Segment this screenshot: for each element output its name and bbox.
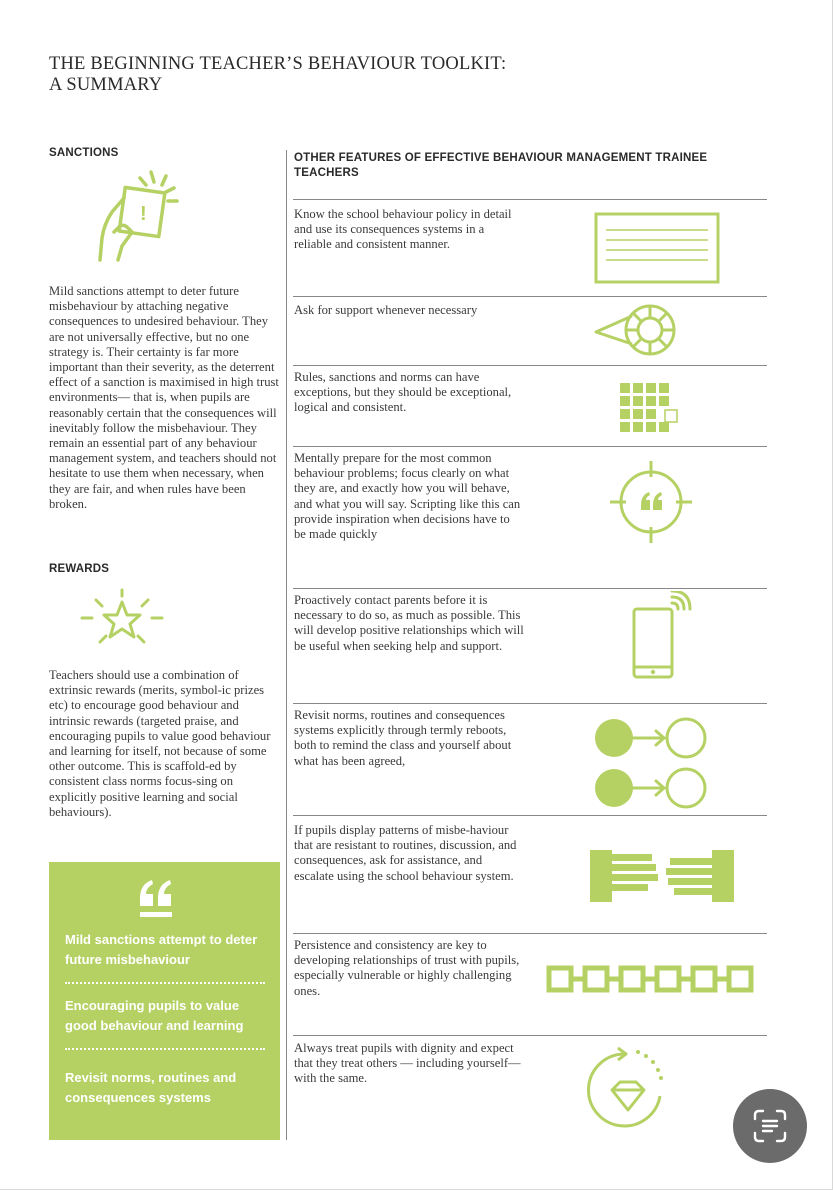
title-line-2: A SUMMARY [49,75,163,95]
phone-icon [628,591,692,681]
star-icon [78,588,166,652]
diamond-icon [584,1042,668,1140]
grid-icon [620,383,680,435]
scan-text-icon [753,1109,787,1143]
sanctions-text: Mild sanctions attempt to deter future misbehaviour by attaching negative consequences to undesired behaviour. They are not universally effective, but no one strategy is. Their certainty is far more important than their severity, as the deterrent effect of a sanction is maximised in high trust environments— that is, when pupils are reasonably certain that the consequences will inevitably follow the misbehaviour. They remain an essential part of any behaviour management system, and teachers should not hesitate to use them when necessary, when they are fair, and when rules have been broken. [49,284,279,511]
feature-row-4: Mentally prepare for the most common behaviour problems; focus clearly on what they are, and exactly how you will behave, and what you will say. Scripting like this can provide inspiration when decisions have to be made quickly [294,451,521,542]
feature-row-3: Rules, sanctions and norms can have exceptions, but they should be exceptional, logical and consistent. [294,370,512,415]
feature-row-1: Know the school behaviour policy in detail and use its consequences systems in a reliable and consistent manner. [294,207,512,252]
sanctions-heading: SANCTIONS [49,147,119,159]
row-divider [293,1035,767,1036]
lifebuoy-icon [594,298,684,362]
row-divider [293,588,767,589]
svg-text:!: ! [140,203,147,225]
quote-mark-icon [136,878,176,920]
rewards-heading: REWARDS [49,563,110,575]
row-divider [293,199,767,200]
quote-divider [65,1048,265,1050]
row-divider [293,296,767,297]
chain-icon [546,964,758,994]
hand-card-icon [88,168,188,268]
feature-row-7: If pupils display patterns of misbe-haviour that are resistant to routines, discussion, and consequences, ask for assistance, and escalate using the school behaviour system. [294,823,517,883]
feature-row-9: Always treat pupils with dignity and expect that they treat others — including yourself— with the same. [294,1041,521,1086]
target-quote-icon [608,459,694,545]
feature-row-2: Ask for support whenever necessary [294,303,478,317]
page-title [49,54,506,96]
column-divider [286,150,287,1140]
features-heading: OTHER FEATURES OF EFFECTIVE BEHAVIOUR MANAGEMENT TRAINEE TEACHERS [294,152,708,179]
quote-3: Revisit norms, routines and consequences systems [65,1070,237,1105]
row-divider [293,446,767,447]
quote-2: Encouraging pupils to value good behaviour and learning [65,998,244,1033]
document-icon [594,212,720,284]
arrow-circles-icon [594,717,708,809]
row-divider [293,703,767,704]
feature-row-6: Revisit norms, routines and consequences systems explicitly through termly reboots, both to remind the class and yourself about what has been agreed, [294,708,512,768]
rewards-text: Teachers should use a combination of extrinsic rewards (merits, symbol-ic prizes etc) to encourage good behaviour and intrinsic rewards (targeted praise, and encouraging pupils to value good behaviour and learning for itself, not because of some other outcome. This is scaffold-ed by consistent class norms focus-sing on explicitly positive learning and social behaviours). [49,668,271,819]
hands-icon [590,850,734,904]
scan-text-button[interactable] [733,1089,807,1163]
row-divider [293,933,767,934]
row-divider [293,365,767,366]
quote-1: Mild sanctions attempt to deter future misbehaviour [65,932,258,967]
title-line-1: THE BEGINNING TEACHER’S BEHAVIOUR TOOLKIT: [49,54,507,74]
row-divider [293,815,767,816]
quote-divider [65,982,265,984]
feature-row-5: Proactively contact parents before it is necessary to do so, as much as possible. This will develop positive relationships which will be useful when seeking help and support. [294,593,524,653]
quote-box [49,862,280,1140]
feature-row-8: Persistence and consistency are key to developing relationships of trust with pupils, especially vulnerable or highly challenging ones. [294,938,520,998]
